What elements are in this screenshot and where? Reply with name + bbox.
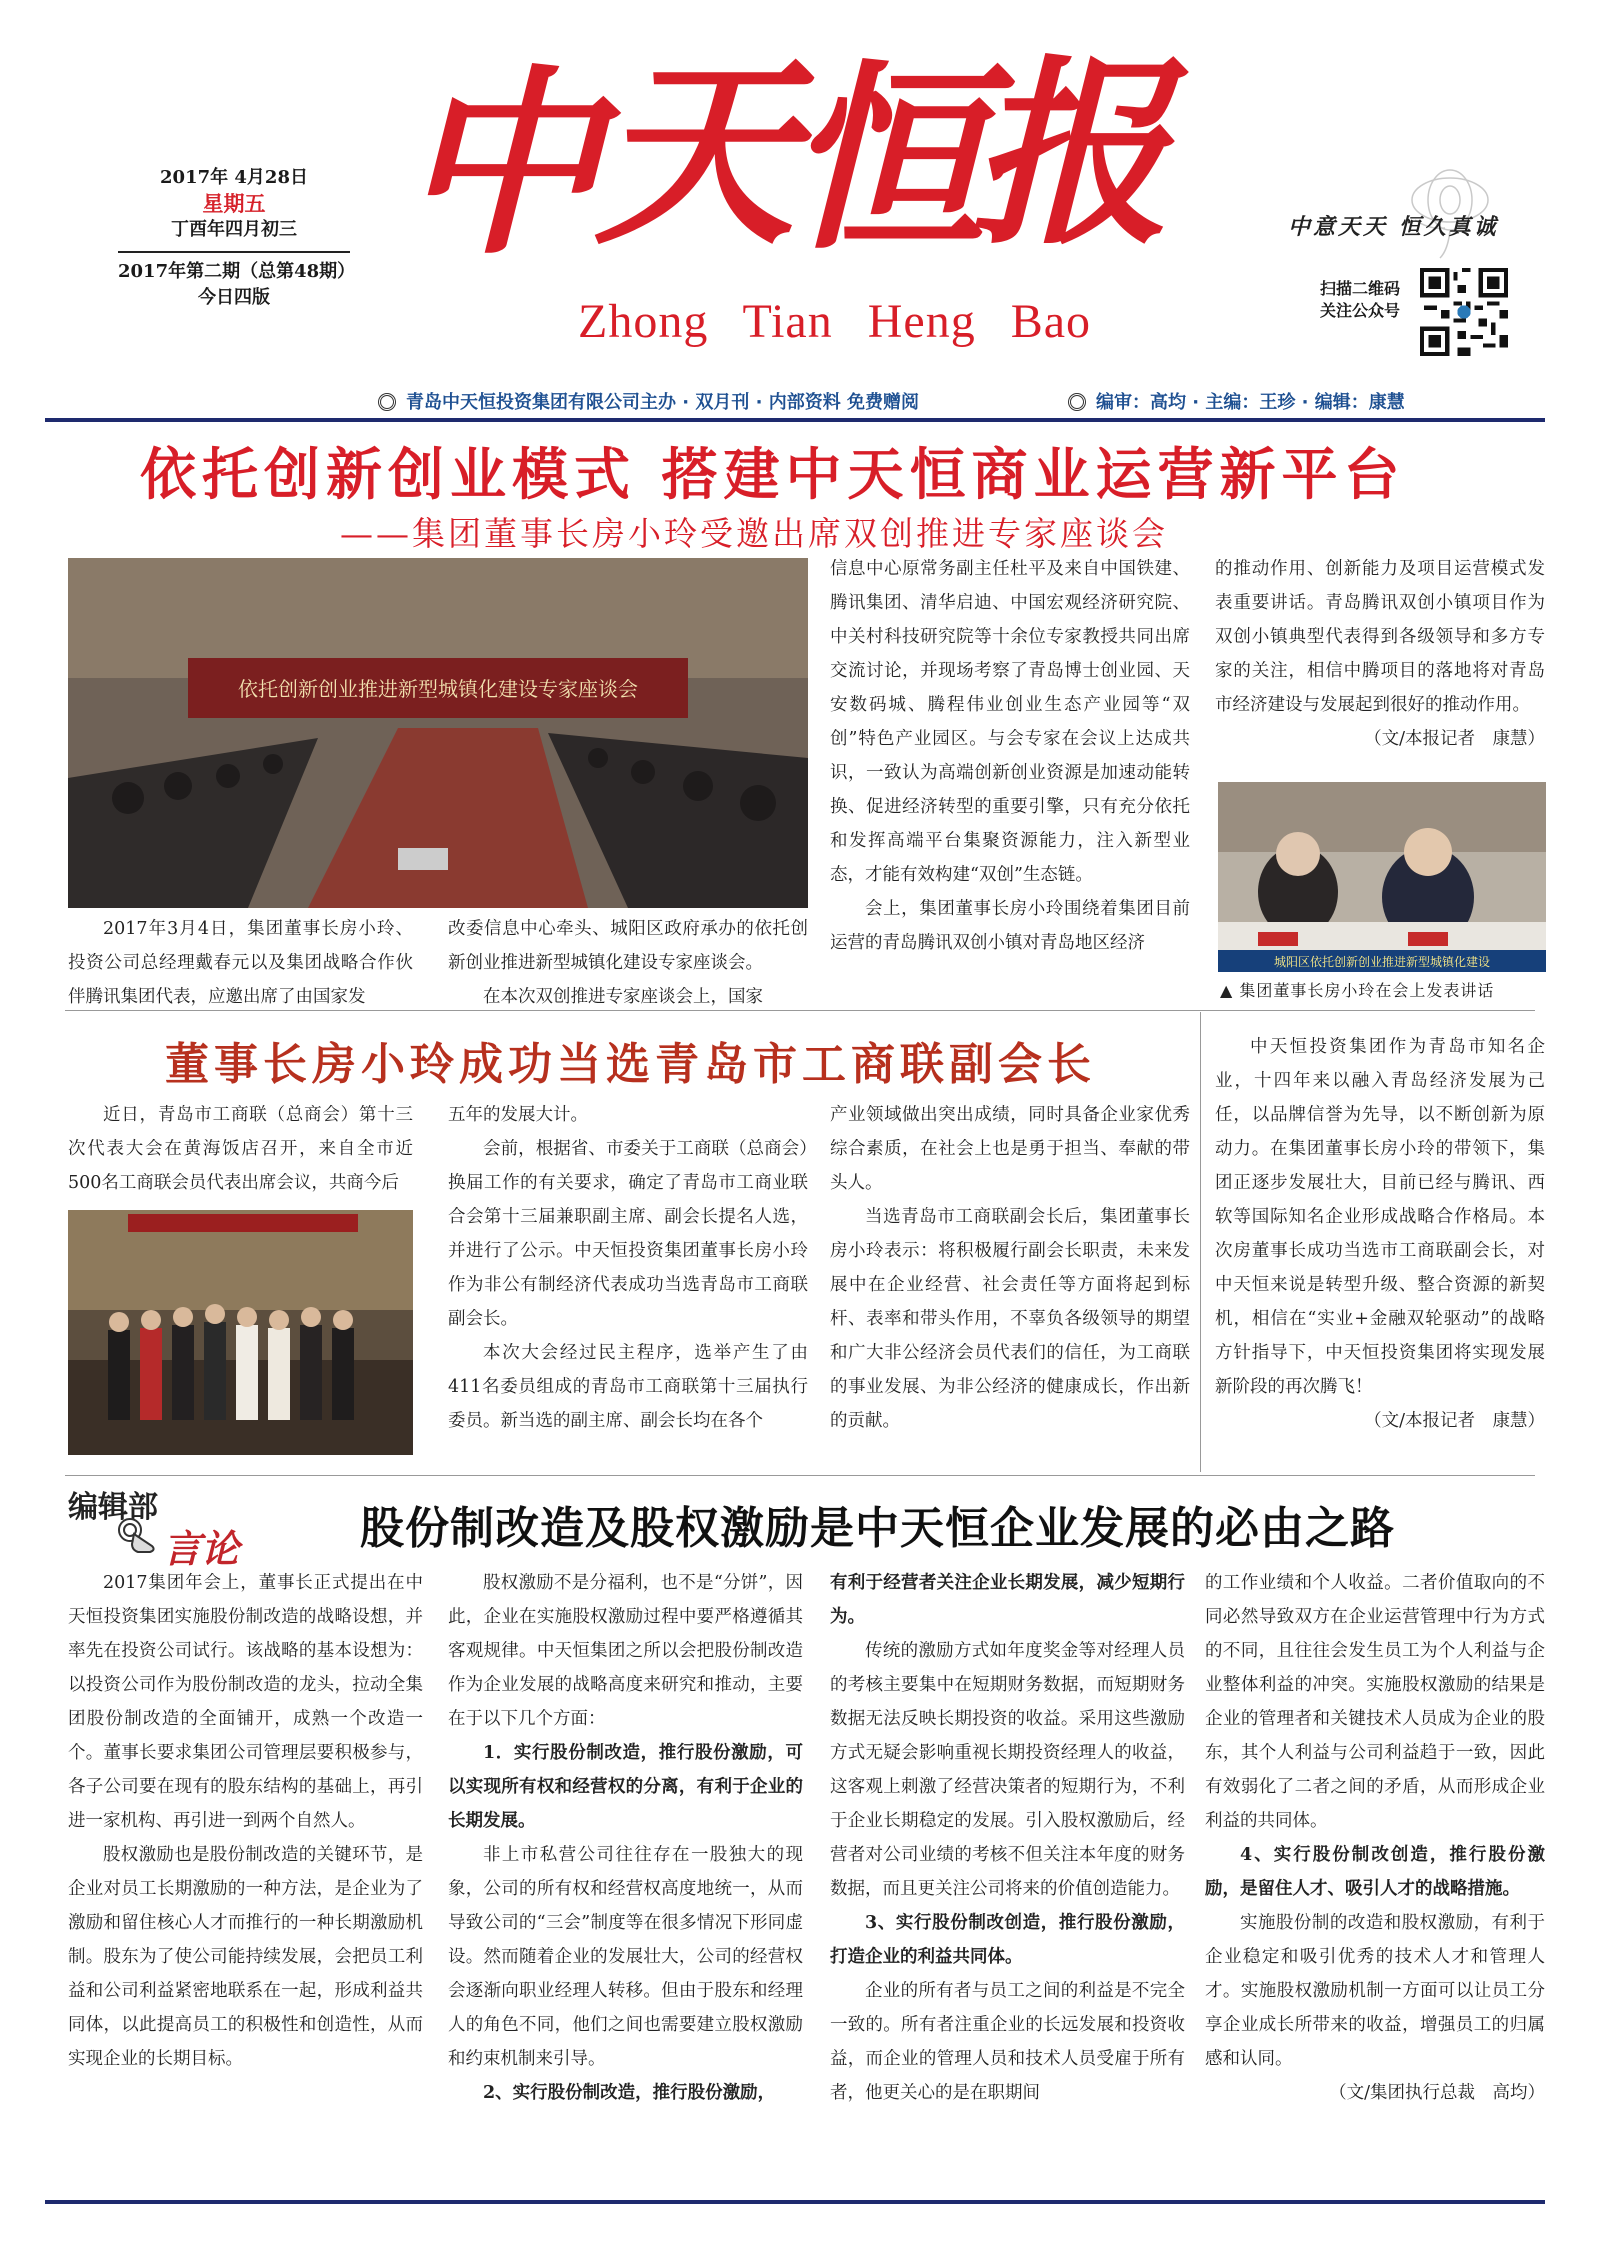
paragraph: 1．实行股份制改造，推行股份激励，可以实现所有权和经营权的分离，有利于企业的长期发展。 xyxy=(448,1743,803,1831)
editorial-column-1 xyxy=(68,1566,423,2076)
paragraph: 传统的激励方式如年度奖金等对经理人员的考核主要集中在短期财务数据，而短期财务数据无法反映长期投资的收益。采用这些激励方式无疑会影响重视长期投资经理人的收益，这客观上刺激了经营决策者的短期行为，不利于企业长期稳定的发展。引入股权激励后，经营者对公司业绩的考核不但关注本年度的财务数据，而且更关注公司将来的价值创造能力。 xyxy=(830,1641,1185,1899)
paragraph: 中天恒投资集团作为青岛市知名企业，十四年来以融入青岛经济发展为己任，以品牌信誉为先导，以不断创新为原动力。在集团董事长房小玲的带领下，集团正逐步发展壮大，目前已经与腾讯、西软等国际知名企业形成战略合作格局。本次房董事长成功当选市工商联副会长，对中天恒来说是转型升级、整合资源的新契机，相信在“实业+金融双轮驱动”的战略方针指导下，中天恒投资集团将实现发展新阶段的再次腾飞！ xyxy=(1215,1037,1545,1397)
paragraph: 4、实行股份制改创造，推行股份激励，是留住人才、吸引人才的战略措施。 xyxy=(1205,1845,1545,1899)
editor-info xyxy=(1068,388,1405,414)
article1-subheadline: ——集团董事长房小玲受邀出席双创推进专家座谈会 xyxy=(340,514,1168,553)
paragraph: 2017年3月4日，集团董事长房小玲、投资公司总经理戴春元以及集团战略合作伙伴腾讯集团代表，应邀出席了由国家发 xyxy=(68,919,413,1007)
editorial-column-3 xyxy=(830,1566,1185,2110)
article2-column-4 xyxy=(1215,1030,1545,1438)
caption-text: 集团董事长房小玲在会上发表讲话 xyxy=(1239,981,1495,1000)
article1-photo-2[interactable] xyxy=(1218,782,1546,972)
paragraph: 改委信息中心牵头、城阳区政府承办的依托创新创业推进新型城镇化建设专家座谈会。 xyxy=(448,919,808,973)
photo-caption xyxy=(1220,980,1550,1002)
editorial-column-2 xyxy=(448,1566,803,2110)
paragraph: 信息中心原常务副主任杜平及来自中国铁建、腾讯集团、清华启迪、中国宏观经济研究院、中关村科技研究院等十余位专家教授共同出席交流讨论，并现场考察了青岛博士创业园、天安数码城、腾程伟业创业生态产业园等“双创”特色产业园区。与会专家在会议上达成共识，一致认为高端创新创业资源是加速动能转换、促进经济转型的重要引擎，只有充分依托和发挥高端平台集聚资源能力，注入新型业态，才能有效构建“双创”生态链。 xyxy=(830,559,1190,885)
article1-column-4 xyxy=(1215,552,1545,756)
slogan: 中意天天 恒久真诚 xyxy=(1288,214,1499,240)
bullet-icon xyxy=(1068,393,1086,411)
qr-label xyxy=(1300,278,1420,322)
credit-bar xyxy=(378,386,1538,416)
byline: （文/本报记者 康慧） xyxy=(1364,1411,1545,1431)
paragraph: 近日，青岛市工商联（总商会）第十三次代表大会在黄海饭店召开，来自全市近500名工商联会员代表出席会议，共商今后 xyxy=(68,1105,413,1193)
paragraph: 股权激励也是股份制改造的关键环节，是企业对员工长期激励的一种方法，是企业为了激励和留住核心人才而推行的一种长期激励机制。股东为了使公司能持续发展，会把员工利益和公司利益紧密地联系在一起，形成利益共同体，以此提高员工的积极性和创造性，从而实现企业的长期目标。 xyxy=(68,1845,423,2069)
editorial-tag-text: 编辑部 xyxy=(68,1490,158,1525)
issue-number: 2017年第二期（总第48期） xyxy=(118,261,356,282)
section-divider xyxy=(65,1475,1535,1476)
byline: （文/本报记者 康慧） xyxy=(1364,729,1545,749)
weekday: 星期五 xyxy=(202,191,266,216)
article1-column-2 xyxy=(448,912,808,1014)
article1-headline[interactable]: 依托创新创业模式 搭建中天恒商业运营新平台 xyxy=(140,442,1406,508)
article1-photo[interactable] xyxy=(68,558,808,908)
title-char: 天 xyxy=(595,37,796,272)
bottom-divider xyxy=(45,2200,1545,2204)
paragraph: 实施股份制的改造和股权激励，有利于企业稳定和吸引优秀的技术人才和管理人才。实施股权激励机制一方面可以让员工分享企业成长所带来的收益，增强员工的归属感和认同。 xyxy=(1205,1913,1545,2069)
qr-label-line1: 扫描二维码 xyxy=(1319,279,1400,298)
article2-column-3 xyxy=(830,1098,1190,1438)
paragraph: 本次大会经过民主程序，选举产生了由411名委员组成的青岛市工商联第十三届执行委员。新当选的副主席、副会长均在各个 xyxy=(448,1343,808,1431)
article2-photo[interactable] xyxy=(68,1210,413,1455)
date-divider xyxy=(118,251,350,253)
newspaper-title xyxy=(400,37,1171,285)
editorial-tag-label: 言论 xyxy=(163,1526,240,1571)
newspaper-title-english: Zhong Tian Heng Bao xyxy=(578,295,1092,348)
article2-column-1 xyxy=(68,1098,413,1200)
title-char: 恒 xyxy=(785,42,986,277)
bullet-icon xyxy=(378,393,396,411)
photo2-banner-text: 城阳区依托创新创业推进新型城镇化建设 xyxy=(1273,955,1491,969)
qr-label-line2: 关注公众号 xyxy=(1319,301,1400,320)
flower-icon xyxy=(1390,150,1510,260)
paragraph: 2017集团年会上，董事长正式提出在中天恒投资集团实施股份制改造的战略设想，并率先在投资公司试行。该战略的基本设想为：以投资公司作为股份制改造的龙头，拉动全集团股份制改造的全面铺开，成熟一个改造一个。董事长要求集团公司管理层要积极参与，各子公司要在现有的股东结构的基础上，再引进一家机构、再引进一到两个自然人。 xyxy=(68,1573,423,1831)
paragraph: 2、实行股份制改造，推行股份激励， xyxy=(483,2083,776,2103)
page-count: 今日四版 xyxy=(198,287,270,308)
paragraph: 股权激励不是分福利，也不是“分饼”，因此，企业在实施股权激励过程中要严格遵循其客观规律。中天恒集团之所以会把股份制改造作为企业发展的战略高度来研究和推动，主要在于以下几个方面： xyxy=(448,1573,803,1729)
masthead xyxy=(0,0,1599,390)
paragraph: 会上，集团董事长房小玲围绕着集团目前运营的青岛腾讯双创小镇对青岛地区经济 xyxy=(830,899,1190,953)
date-block xyxy=(118,165,356,311)
byline: （文/集团执行总裁 高均） xyxy=(1329,2083,1545,2103)
paragraph: 企业的所有者与员工之间的利益是不完全一致的。所有者注重企业的长远发展和投资收益，而企业的管理人员和技术人员受雇于所有者，他更关心的是在职期间 xyxy=(830,1981,1185,2103)
caption-triangle-icon: ▲ xyxy=(1220,981,1234,1000)
photo-banner-text: 依托创新创业推进新型城镇化建设专家座谈会 xyxy=(238,677,638,701)
qr-code-icon[interactable] xyxy=(1420,268,1508,356)
title-char: 报 xyxy=(970,37,1171,272)
title-char: 中 xyxy=(400,47,601,282)
paragraph: 的推动作用、创新能力及项目运营模式发表重要讲话。青岛腾讯双创小镇项目作为双创小镇典型代表得到各级领导和多方专家的关注，相信中腾项目的落地将对青岛市经济建设与发展起到很好的推动作用。 xyxy=(1215,559,1545,715)
paragraph: 非上市私营公司往往存在一股独大的现象，公司的所有权和经营权高度地统一，从而导致公司的“三会”制度等在很多情况下形同虚设。然而随着企业的发展壮大，公司的经营权会逐渐向职业经理人转移。但由于股东和经理人的角色不同，他们之间也需要建立股权激励和约束机制来引导。 xyxy=(448,1845,803,2069)
article1-column-3 xyxy=(830,552,1190,960)
issue-date: 2017年 4月28日 xyxy=(160,167,308,188)
paragraph: 五年的发展大计。 xyxy=(448,1105,588,1125)
publisher-info xyxy=(378,388,919,414)
paragraph: 在本次双创推进专家座谈会上，国家 xyxy=(483,987,763,1007)
article2-headline[interactable]: 董事长房小玲成功当选青岛市工商联副会长 xyxy=(165,1039,1096,1090)
lunar-date: 丁酉年四月初三 xyxy=(171,219,297,240)
editorial-column-4 xyxy=(1205,1566,1545,2110)
pointing-hand-icon xyxy=(116,1516,160,1556)
editorial-headline[interactable]: 股份制改造及股权激励是中天恒企业发展的必由之路 xyxy=(360,1503,1395,1554)
paragraph: 当选青岛市工商联副会长后，集团董事长房小玲表示：将积极履行副会长职责，未来发展中在企业经营、社会责任等方面将起到标杆、表率和带头作用，不辜负各级领导的期望和广大非公经济会员代表们的信任，为工商联的事业发展、为非公经济的健康成长，作出新的贡献。 xyxy=(830,1207,1190,1431)
article1-column-1 xyxy=(68,912,413,1014)
paragraph: 3、实行股份制改创造，推行股份激励，打造企业的利益共同体。 xyxy=(830,1913,1185,1967)
paragraph: 会前，根据省、市委关于工商联（总商会）换届工作的有关要求，确定了青岛市工商业联合会第十三届兼职副主席、副会长提名人选，并进行了公示。中天恒投资集团董事长房小玲作为非公有制经济代表成功当选青岛市工商联副会长。 xyxy=(448,1139,808,1329)
editorial-tag xyxy=(68,1482,298,1571)
article2-column-2 xyxy=(448,1098,808,1438)
editor-text: 编审：高均 · 主编：王珍 · 编辑：康慧 xyxy=(1096,392,1405,413)
top-divider xyxy=(45,418,1545,422)
paragraph: 有利于经营者关注企业长期发展，减少短期行为。 xyxy=(830,1573,1185,1627)
paragraph: 产业领域做出突出成绩，同时具备企业家优秀综合素质，在社会上也是勇于担当、奉献的带头人。 xyxy=(830,1105,1190,1193)
section-divider xyxy=(65,1010,1535,1011)
publisher-text: 青岛中天恒投资集团有限公司主办 · 双月刊 · 内部资料 免费赠阅 xyxy=(406,392,920,413)
paragraph: 的工作业绩和个人收益。二者价值取向的不同必然导致双方在企业运营管理中行为方式的不同，且往往会发生员工为个人利益与企业整体利益的冲突。实施股权激励的结果是企业的管理者和关键技术人员成为企业的股东，其个人利益与公司利益趋于一致，因此有效弱化了二者之间的矛盾，从而形成企业利益的共同体。 xyxy=(1205,1573,1545,1831)
